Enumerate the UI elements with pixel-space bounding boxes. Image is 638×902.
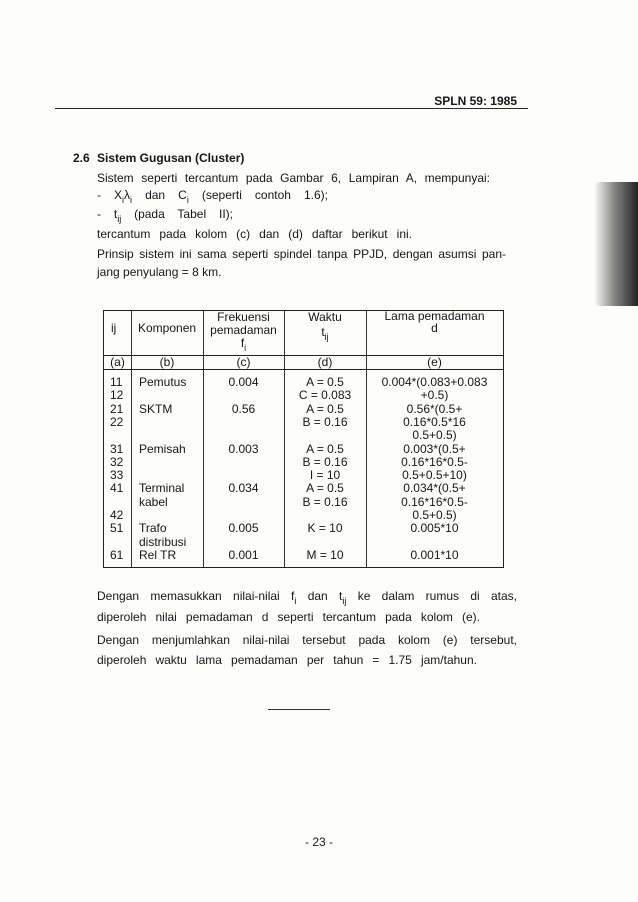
cell-lama: 0.001*10 (410, 547, 459, 562)
cell-waktu (284, 509, 366, 522)
paragraph-text: ke dalam rumus di atas, (346, 589, 518, 603)
cell-ij: 32 (110, 454, 124, 469)
cell-frekuensi: 0.003 (228, 441, 259, 456)
cell-frekuensi: 0.001 (228, 547, 259, 562)
cell-komponen: Rel TR (139, 547, 177, 562)
header-waktu-line1: Waktu (308, 310, 342, 324)
cell-waktu: B = 0.16 (302, 454, 348, 469)
cell-waktu: K = 10 (307, 521, 343, 536)
cell-ij (104, 429, 131, 442)
cell-ij: 11 (110, 375, 123, 389)
cell-frekuensi: 0.005 (228, 521, 259, 536)
cell-waktu: M = 10 (306, 547, 344, 562)
cell-ij: 41 (110, 481, 124, 496)
cell-lama: 0.003*(0.5+ (403, 441, 466, 456)
cell-lama: 0.5+0.5) (412, 508, 457, 522)
table-row (104, 469, 503, 482)
section-end-rule (268, 709, 330, 710)
cell-frekuensi (203, 496, 284, 509)
subscript: i (294, 596, 297, 606)
subscript: ij (324, 332, 329, 342)
cell-ij: 12 (110, 388, 124, 403)
table-row (104, 536, 503, 549)
subscript: i (122, 195, 125, 205)
cell-waktu: A = 0.5 (306, 401, 344, 416)
header-komponen-label: Komponen (138, 321, 197, 335)
cell-frekuensi: 0.56 (231, 401, 256, 416)
scan-binding-shadow (594, 182, 638, 306)
bullet-line-tij (97, 206, 233, 222)
column-letter: (b) (159, 355, 175, 369)
subscript: ij (117, 214, 122, 224)
symbol-t: t (321, 325, 325, 339)
cell-lama: +0.5) (420, 388, 449, 403)
cell-ij: 21 (110, 401, 124, 416)
column-letter: (a) (110, 355, 125, 369)
table-row (104, 509, 503, 522)
outage-table (103, 310, 504, 568)
table-row (104, 549, 503, 562)
cell-frekuensi (203, 416, 284, 429)
table-row (104, 456, 503, 469)
paragraph-line: tercantum pada kolom (c) dan (d) daftar berikut ini. (97, 227, 412, 241)
cell-komponen: Pemutus (139, 375, 187, 389)
cell-waktu (284, 429, 366, 442)
column-letter-row (104, 355, 503, 369)
cell-frekuensi (203, 536, 284, 549)
table-row (104, 389, 503, 402)
cell-lama: 0.5+0.5+10) (402, 468, 467, 483)
subscript: i (244, 343, 247, 353)
cell-lama: 0.5+0.5) (412, 428, 457, 443)
paragraph-line: jang penyulang = 8 km. (97, 265, 222, 279)
cell-lama: 0.56*(0.5+ (406, 401, 463, 416)
cell-frekuensi: 0.004 (228, 375, 259, 389)
table-row (104, 376, 503, 389)
cell-frekuensi (203, 456, 284, 469)
document-code: SPLN 59: 1985 (434, 94, 517, 108)
cell-komponen: distribusi (139, 534, 187, 549)
column-letter: (d) (317, 355, 333, 369)
bullet-text: (seperti contoh 1.6); (188, 188, 329, 202)
header-lama-line1: Lama pemadaman (384, 309, 485, 323)
table-row (104, 429, 503, 442)
column-letter: (e) (427, 355, 442, 369)
header-lama-line2: d (431, 321, 438, 335)
cell-waktu: B = 0.16 (302, 494, 348, 509)
bullet-text: - X (97, 188, 123, 202)
symbol-f: f (240, 336, 245, 350)
cell-ij: 42 (110, 508, 124, 522)
cell-waktu: B = 0.16 (302, 414, 348, 429)
cell-lama: 0.16*0.5*16 (403, 414, 466, 429)
cell-lama: 0.034*(0.5+ (403, 481, 466, 496)
cell-ij: 51 (110, 521, 124, 536)
cell-komponen (131, 456, 203, 469)
header-frekuensi-line1: Frekuensi (217, 310, 270, 324)
cell-frekuensi: 0.034 (228, 481, 259, 496)
table-row (104, 522, 503, 535)
section-number: 2.6 (73, 151, 90, 165)
table-row (104, 496, 503, 509)
header-ij-label: ij (111, 321, 117, 335)
cell-lama: 0.005*10 (410, 521, 459, 536)
cell-lama: 0.004*(0.083+0.083 (381, 375, 488, 389)
cell-komponen (131, 389, 203, 402)
cell-komponen: SKTM (139, 401, 173, 416)
bullet-text: (pada Tabel II); (121, 207, 233, 221)
cell-frekuensi (203, 389, 284, 402)
paragraph-line (97, 588, 517, 604)
cell-waktu: A = 0.5 (306, 441, 344, 456)
paragraph-line: Prinsip sistem ini sama seperti spindel tanpa PPJD, dengan asumsi pan- (97, 247, 506, 261)
cell-frekuensi (203, 429, 284, 442)
cell-frekuensi (203, 509, 284, 522)
cell-ij: 33 (110, 468, 124, 483)
row-divider (104, 369, 503, 370)
cell-komponen: Pemisah (139, 441, 186, 456)
bullet-text: dan C (132, 188, 187, 202)
table-body (104, 376, 503, 562)
header-ij (104, 311, 131, 355)
cell-komponen (131, 509, 203, 522)
bullet-text: - t (97, 207, 118, 221)
cell-ij: 61 (110, 547, 124, 562)
cell-frekuensi (203, 469, 284, 482)
cell-lama: 0.16*16*0.5- (401, 454, 468, 469)
paragraph-text: dan t (296, 589, 343, 603)
header-waktu (284, 311, 366, 355)
cell-waktu: A = 0.5 (306, 375, 344, 389)
paragraph-line: diperoleh waktu lama pemadaman per tahun = 1.75 jam/tahun. (97, 653, 477, 667)
table-row (104, 482, 503, 495)
cell-komponen (131, 429, 203, 442)
header-rule (55, 108, 528, 109)
header-lama (366, 311, 503, 355)
subscript: i (186, 195, 189, 205)
paragraph-line: diperoleh nilai pemadaman d seperti tercantum pada kolom (e). (97, 610, 480, 624)
paragraph-text: Dengan memasukkan nilai-nilai f (97, 589, 295, 603)
cell-komponen (131, 416, 203, 429)
cell-waktu (284, 536, 366, 549)
table-row (104, 416, 503, 429)
header-frekuensi-line2: pemadaman (210, 323, 277, 337)
paragraph-line: Dengan menjumlahkan nilai-nilai tersebut pada kolom (e) tersebut, (97, 633, 517, 647)
paragraph-line: Sistem seperti tercantum pada Gambar 6, Lampiran A, mempunyai: (97, 171, 490, 185)
column-letter: (c) (236, 355, 251, 369)
cell-ij (104, 536, 131, 549)
page-number: - 23 - (304, 835, 333, 849)
header-waktu-symbol (284, 325, 366, 342)
header-komponen (131, 311, 203, 355)
cell-waktu: C = 0.083 (298, 388, 352, 403)
cell-komponen: Terminal (139, 481, 185, 496)
cell-ij (104, 496, 131, 509)
section-title: Sistem Gugusan (Cluster) (97, 151, 245, 165)
cell-lama: 0.16*16*0.5- (401, 494, 468, 509)
cell-waktu: A = 0.5 (306, 481, 344, 496)
cell-ij: 31 (110, 441, 124, 456)
header-frekuensi-symbol (203, 336, 284, 353)
bullet-line-lambda (97, 187, 328, 203)
subscript: ij (342, 596, 347, 606)
table-row (104, 403, 503, 416)
cell-komponen (131, 469, 203, 482)
subscript: i (130, 195, 133, 205)
cell-lama (366, 536, 503, 549)
cell-komponen: kabel (139, 494, 168, 509)
cell-komponen: Trafo (139, 521, 167, 536)
header-frekuensi (203, 311, 284, 355)
cell-waktu: I = 10 (309, 468, 341, 483)
bullet-text: λ (124, 188, 131, 202)
table-row (104, 443, 503, 456)
cell-ij: 22 (110, 414, 124, 429)
